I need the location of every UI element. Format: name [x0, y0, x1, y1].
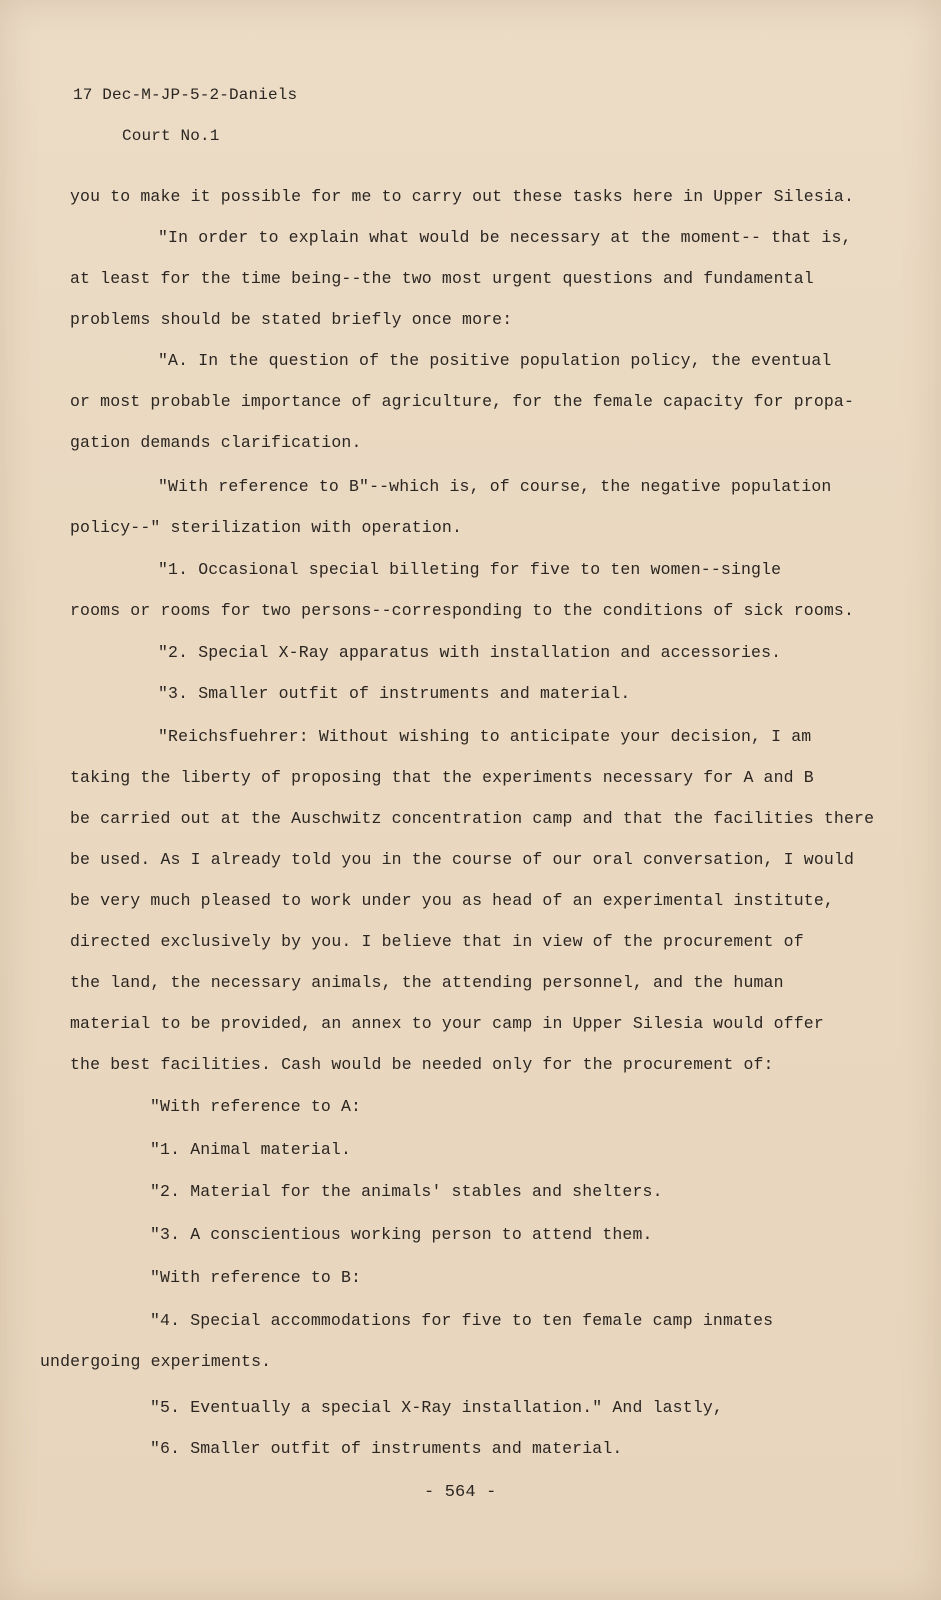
text-line: "2. Material for the animals' stables and shelters. [150, 1182, 663, 1201]
text-line: "With reference to B"--which is, of course, the negative population [158, 477, 832, 496]
text-line: "3. A conscientious working person to attend them. [150, 1225, 653, 1244]
page-number: - 564 - [424, 1483, 497, 1502]
text-line: problems should be stated briefly once more: [70, 310, 513, 329]
text-line: taking the liberty of proposing that the experiments necessary for A and B [70, 768, 814, 787]
text-line: the land, the necessary animals, the attending personnel, and the human [70, 973, 784, 992]
text-line: be very much pleased to work under you as head of an experimental institute, [70, 891, 834, 910]
text-line: "2. Special X-Ray apparatus with installation and accessories. [158, 643, 782, 662]
text-line: be carried out at the Auschwitz concentration camp and that the facilities there [70, 809, 875, 828]
text-line: "1. Occasional special billeting for five to ten women--single [158, 560, 782, 579]
text-line: or most probable importance of agriculture, for the female capacity for propa- [70, 392, 855, 411]
text-line: gation demands clarification. [70, 433, 362, 452]
court-number: Court No.1 [122, 127, 220, 145]
text-line: be used. As I already told you in the course of our oral conversation, I would [70, 850, 855, 869]
text-line: "1. Animal material. [150, 1140, 352, 1159]
text-line: "3. Smaller outfit of instruments and material. [158, 684, 631, 703]
text-line: material to be provided, an annex to your camp in Upper Silesia would offer [70, 1014, 824, 1033]
text-line: "With reference to B: [150, 1268, 362, 1287]
text-line: directed exclusively by you. I believe that in view of the procurement of [70, 932, 804, 951]
text-line: policy--" sterilization with operation. [70, 518, 463, 537]
text-line: "A. In the question of the positive population policy, the eventual [158, 351, 832, 370]
text-line: the best facilities. Cash would be needed only for the procurement of: [70, 1055, 774, 1074]
text-line: "Reichsfuehrer: Without wishing to anticipate your decision, I am [158, 727, 812, 746]
text-line: you to make it possible for me to carry out these tasks here in Upper Silesia. [70, 187, 855, 206]
document-code: 17 Dec-M-JP-5-2-Daniels [73, 86, 298, 104]
text-line: rooms or rooms for two persons--corresponding to the conditions of sick rooms. [70, 601, 855, 620]
text-line: at least for the time being--the two most urgent questions and fundamental [70, 269, 814, 288]
text-line: "4. Special accommodations for five to ten female camp inmates [150, 1311, 774, 1330]
text-line: undergoing experiments. [40, 1352, 272, 1371]
text-line: "In order to explain what would be necessary at the moment-- that is, [158, 228, 852, 247]
text-line: "5. Eventually a special X-Ray installation." And lastly, [150, 1398, 723, 1417]
text-line: "With reference to A: [150, 1097, 362, 1116]
text-line: "6. Smaller outfit of instruments and material. [150, 1439, 623, 1458]
